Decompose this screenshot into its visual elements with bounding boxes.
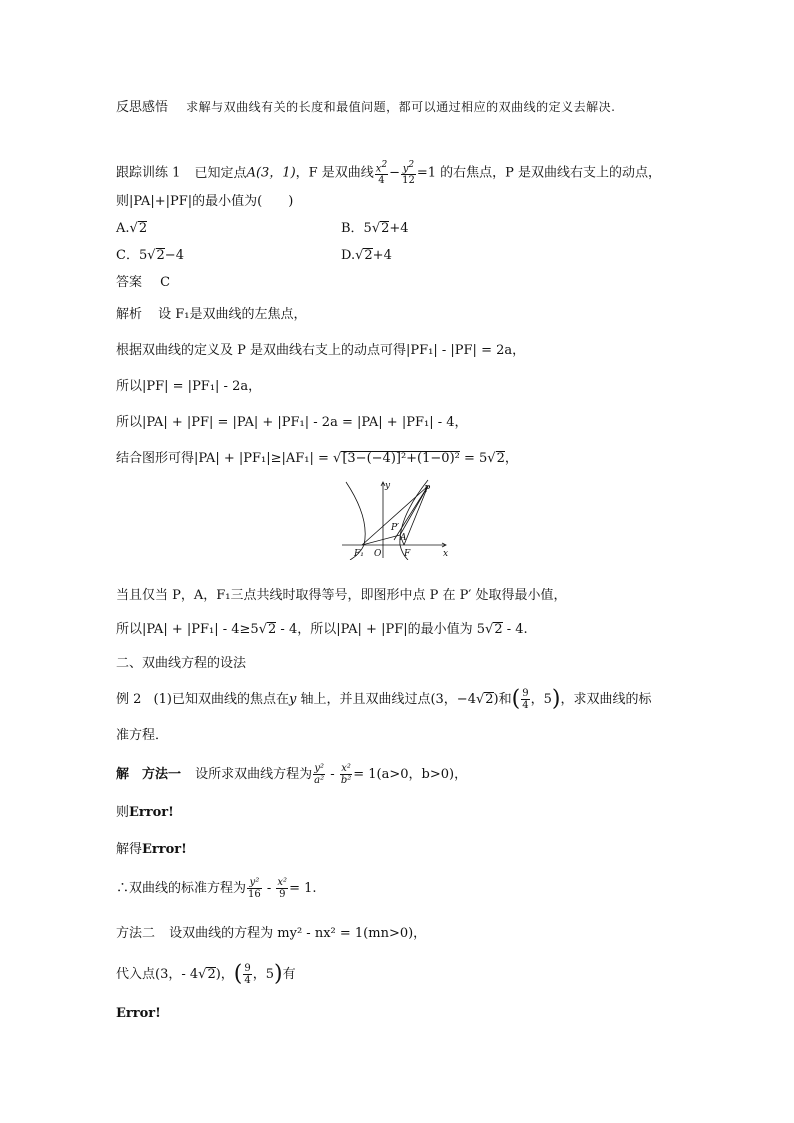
- option-d-tail: +4: [372, 248, 392, 263]
- solution-line-1: [116, 306, 307, 324]
- method1-frac-y: $\frac{\text{y²}}{\text{a²}}$: [314, 763, 325, 786]
- section-title: 二、双曲线方程的设法: [116, 656, 247, 671]
- reflection-label: 反思感悟: [116, 100, 169, 115]
- method1-label: 解 方法一: [116, 767, 182, 782]
- final-error: Error!: [116, 1006, 161, 1021]
- solution-line-6: 当且仅当 P，A，F₁三点共线时取得等号，即图形中点 P 在 P′ 处取得最小值，: [116, 588, 567, 603]
- option-d: D.√2+4: [341, 248, 392, 263]
- conclusion-minus: -: [262, 881, 276, 896]
- method1-line: [116, 763, 467, 786]
- option-c: C．5√2−4: [116, 248, 184, 263]
- example2-line-1: 例 2 (1)已知双曲线的焦点在y 轴上，并且双曲线过点(3，−4√2)和( $\frac{9}{4}$ ，5)，求双曲线的标: [116, 686, 652, 712]
- min-radicand-2: 2: [494, 622, 503, 637]
- substitute-radicand: 2: [207, 967, 216, 982]
- label-p: P: [424, 485, 431, 495]
- method2-text: 设双曲线的方程为 my² - nx² = 1(mn>0)，: [169, 926, 427, 941]
- exercise-label: 跟踪训练 1: [116, 165, 181, 181]
- distance-radicand: [3−(−4)]²+(1−0)²: [342, 451, 460, 466]
- solution-text-7a: 所以|PA| + |PF₁| - 4≥5: [116, 622, 259, 637]
- label-p-prime: P′: [391, 523, 400, 533]
- exercise-point: A(3，1): [246, 165, 296, 181]
- solution-text-1: 设 F₁是双曲线的左焦点，: [158, 307, 307, 322]
- option-d-radicand: 2: [364, 248, 373, 263]
- substitute-line: 代入点(3，- 4√2)，( $\frac{9}{4}$ ，5)有: [116, 961, 296, 987]
- conclusion-line: [116, 877, 317, 900]
- option-b: B．5√2+4: [341, 221, 409, 236]
- method2-label: 方法二: [116, 926, 156, 941]
- option-a-radicand: 2: [138, 221, 148, 236]
- label-x: x: [443, 549, 449, 559]
- answer-label: 答案: [116, 275, 143, 290]
- substitute-point-rest: ，5: [252, 967, 275, 982]
- method1-text: 设所求双曲线方程为: [195, 767, 313, 782]
- label-y: y: [385, 481, 391, 491]
- substitute-point-frac: $\frac{9}{4}$: [244, 963, 251, 986]
- solution-text-5c: ，: [504, 451, 518, 466]
- substitute-text-b: )，: [215, 967, 234, 982]
- conclusion-frac-x: $\frac{\text{x²}}{9}$: [277, 877, 288, 900]
- method1-minus: -: [326, 767, 339, 782]
- substitute-text-a: 代入点(3，- 4: [116, 967, 199, 982]
- conclusion-frac-y: $\frac{\text{y²}}{16}$: [248, 877, 261, 900]
- example2-label: 例 2: [116, 692, 142, 707]
- reflection-text: 求解与双曲线有关的长度和最值问题，都可以通过相应的双曲线的定义去解决.: [186, 100, 616, 114]
- label-o: O: [374, 549, 382, 559]
- then-error: Error!: [129, 805, 174, 820]
- option-a-label: A.: [116, 221, 130, 236]
- example2-text-b: 轴上，并且双曲线过点(3，−4: [296, 692, 476, 707]
- answer-line: [116, 274, 170, 292]
- solution-text-7c: - 4.: [506, 622, 528, 637]
- option-c-radicand: 2: [156, 248, 165, 263]
- method1-frac-x: $\frac{\text{x²}}{\text{b²}}$: [340, 763, 352, 786]
- solve-line: [116, 841, 187, 859]
- option-b-radicand: 2: [381, 221, 390, 236]
- label-f1: F₁: [354, 549, 364, 559]
- solution-text-5a: 结合图形可得|PA| + |PF₁|≥|AF₁| =: [116, 451, 329, 466]
- solution-line-7: 所以|PA| + |PF₁| - 4≥5√2 - 4，所以|PA| + |PF|的最小值为 5√2 - 4.: [116, 622, 528, 637]
- solution-line-5: 结合图形可得|PA| + |PF₁|≥|AF₁| = √[3−(−4)]²+(1−0)² = 5√2，: [116, 451, 518, 466]
- exercise-stem: 跟踪训练 1 已知定点A(3，1)，F 是双曲线 $\frac{x^2}{4}$ − $\frac{y^2}{12}$ =1 的右焦点，P 是双曲线右支上的动点，: [116, 160, 661, 187]
- substitute-text-c: 有: [282, 967, 296, 982]
- example2-text-a: (1)已知双曲线的焦点在: [153, 692, 289, 707]
- label-f: F: [404, 549, 411, 559]
- then-line: [116, 804, 174, 822]
- solution-text-7b: - 4，所以|PA| + |PF|的最小值为 5: [280, 622, 486, 637]
- solve-pre: 解得: [116, 842, 143, 857]
- answer-value: C: [160, 275, 171, 290]
- conclusion-text: ∴双曲线的标准方程为: [116, 881, 247, 896]
- example2-text-d: ，求双曲线的标: [560, 692, 652, 707]
- exercise-text: 已知定点: [194, 165, 247, 181]
- solution-line-2: 根据双曲线的定义及 P 是双曲线右支上的动点可得|PF₁| - |PF| = 2a，: [116, 343, 526, 358]
- solution-line-3: 所以|PF| = |PF₁| - 2a，: [116, 379, 262, 394]
- reflection-line: [116, 98, 615, 117]
- option-b-tail: +4: [389, 221, 409, 236]
- solve-error: Error!: [142, 842, 187, 857]
- example2-point-rest: ，5: [530, 692, 552, 707]
- hyperbola-frac-x: $\frac{x^2}{4}$: [375, 160, 388, 187]
- min-radicand: 2: [268, 622, 277, 637]
- label-a: A: [400, 533, 407, 543]
- exercise-text-3: =1 的右焦点，P 是双曲线右支上的动点，: [416, 165, 661, 181]
- option-b-label: B．5: [341, 221, 372, 236]
- conclusion-tail: = 1.: [289, 881, 317, 896]
- option-a: A.√2: [116, 221, 148, 236]
- example2-point-frac: $\frac{9}{4}$: [522, 688, 529, 711]
- hyperbola-frac-y: $\frac{y^2}{12}$: [402, 160, 415, 187]
- option-c-tail: −4: [164, 248, 184, 263]
- hyperbola-figure: [342, 478, 452, 560]
- example2-axis: y: [288, 692, 297, 707]
- solution-line-4: 所以|PA| + |PF| = |PA| + |PF₁| - 2a = |PA| + |PF₁| - 4，: [116, 415, 468, 430]
- method1-tail: = 1(a>0，b>0)，: [353, 767, 468, 782]
- solution-label: 解析: [116, 307, 143, 322]
- distance-radicand-2: 2: [496, 451, 505, 466]
- example2-line-2: 准方程．: [116, 728, 169, 743]
- exercise-question: 则|PA|+|PF|的最小值为( ): [116, 194, 294, 209]
- solution-text-5b: = 5: [464, 451, 488, 466]
- method2-line: [116, 925, 426, 943]
- option-d-label: D.: [341, 248, 356, 263]
- exercise-text-2: ，F 是双曲线: [295, 165, 374, 181]
- example2-radicand: 2: [485, 692, 494, 707]
- example2-text-c: )和: [493, 692, 512, 707]
- option-c-label: C．5: [116, 248, 148, 263]
- then-pre: 则: [116, 805, 130, 820]
